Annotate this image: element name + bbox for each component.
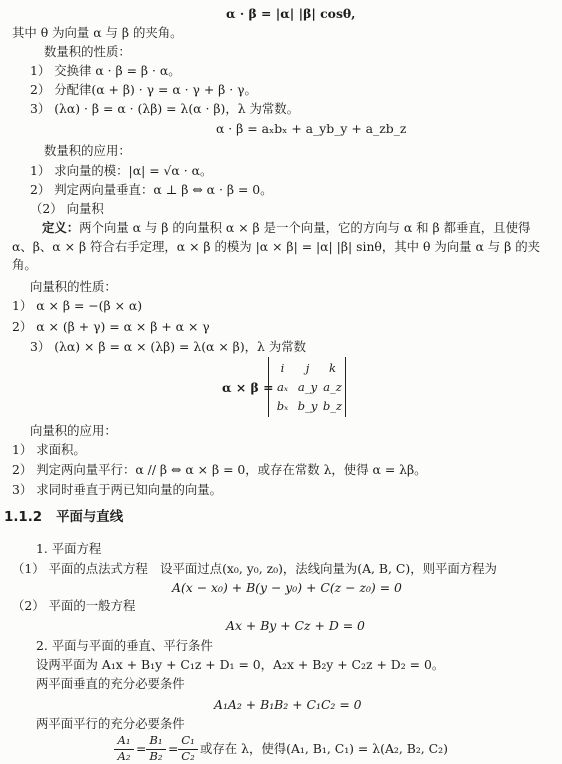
parallel-tail: 或存在 λ，使得(A₁, B₁, C₁) = λ(A₂, B₂, C₂) [200,741,448,756]
det-cell: bₓ [276,399,289,413]
frac-numerator: C₁ [181,733,195,747]
perpendicular-title: 两平面垂直的充分必要条件 [36,676,185,691]
plane-item-2: （2） 平面的一般方程 [12,598,136,613]
dot-product-formula: α · β = |α| |β| cosθ, [226,6,356,21]
dot-app-2: 2） 判定两向量垂直：α ⊥ β ⇔ α · β = 0。 [30,182,273,197]
cross-section-title: （2） 向量积 [30,201,104,216]
cross-props-title: 向量积的性质： [30,279,117,294]
cross-prop-3: 3） (λα) × β = α × (λβ) = λ(α × β)，λ 为常数 [30,339,307,354]
dot-apps-title: 数量积的应用： [44,143,131,158]
cross-prop-1: 1） α × β = −(β × α) [12,298,143,313]
general-equation: Ax + By + Cz + D = 0 [226,618,365,633]
det-cell: b_z [322,399,343,413]
det-cell: i [280,361,285,375]
frac-denominator: A₂ [117,749,131,763]
section-heading [4,510,123,526]
frac-numerator: B₁ [149,733,163,747]
parallel-title: 两平面平行的充分必要条件 [36,716,185,731]
dot-prop-2: 2） 分配律(α + β) · γ = α · γ + β · γ。 [30,82,257,97]
dot-prop-3: 3） (λα) · β = α · (λβ) = λ(α · β)，λ 为常数。 [30,101,300,116]
det-cell: b_y [297,399,318,413]
dot-props-title: 数量积的性质： [44,44,131,59]
det-cell: k [328,361,337,375]
point-normal-equation: A(x − x₀) + B(y − y₀) + C(z − z₀) = 0 [172,580,402,595]
frac-denominator: C₂ [181,749,195,763]
cross-app-2: 2） 判定两向量平行：α // β ⇔ α × β = 0，或存在常数 λ，使得 α = λβ。 [12,462,427,477]
dot-prop-1: 1） 交换律 α · β = β · α。 [30,63,181,78]
plane-sub-1: 1. 平面方程 [36,541,102,556]
plane-item-1: （1） 平面的点法式方程 设平面过点(x₀, y₀, z₀)，法线向量为(A, B, C)，则平面方程为 [12,561,497,576]
section-title: 平面与直线 [56,510,124,525]
cross-prop-2: 2） α × (β + γ) = α × β + α × γ [12,319,210,334]
det-cell: a_z [323,380,342,394]
dot-app-1: 1） 求向量的模：|α| = √α · α。 [30,163,213,178]
cross-apps-title: 向量积的应用： [30,423,117,438]
frac-denominator: B₂ [149,749,163,763]
equals-sign: = [136,741,147,756]
determinant-lhs: α × β = [222,380,274,395]
cross-app-1: 1） 求面积。 [12,442,86,457]
plane-sub-2: 2. 平面与平面的垂直、平行条件 [36,638,213,653]
det-cell: a_y [297,380,318,394]
det-cell: j [305,361,310,375]
frac-numerator: A₁ [117,733,131,747]
perpendicular-equation: A₁A₂ + B₁B₂ + C₁C₂ = 0 [214,697,362,712]
det-cell: aₓ [276,380,289,394]
two-planes-def: 设两平面为 A₁x + B₁y + C₁z + D₁ = 0，A₂x + B₂y + C₂z + D₂ = 0。 [36,657,445,672]
cross-determinant [268,357,346,417]
definition-text: 两个向量 α 与 β 的向量积 α × β 是一个向量，它的方向与 α 和 β 都垂直，且使得 α、β、α × β 符合右手定理，α × β 的模为 |α × β| = |α| |β| sinθ，其中 θ 为向量 α 与 β 的夹角。 [12,220,541,272]
cross-app-3: 3） 求同时垂直于两已知向量的向量。 [12,482,223,497]
section-number: 1.1.2 [4,510,43,525]
equals-sign: = [168,741,179,756]
cross-definition [12,219,552,275]
angle-note: 其中 θ 为向量 α 与 β 的夹角。 [12,25,183,40]
dot-coord-formula: α · β = aₓbₓ + a_yb_y + a_zb_z [216,121,407,136]
definition-label: 定义： [42,220,80,235]
